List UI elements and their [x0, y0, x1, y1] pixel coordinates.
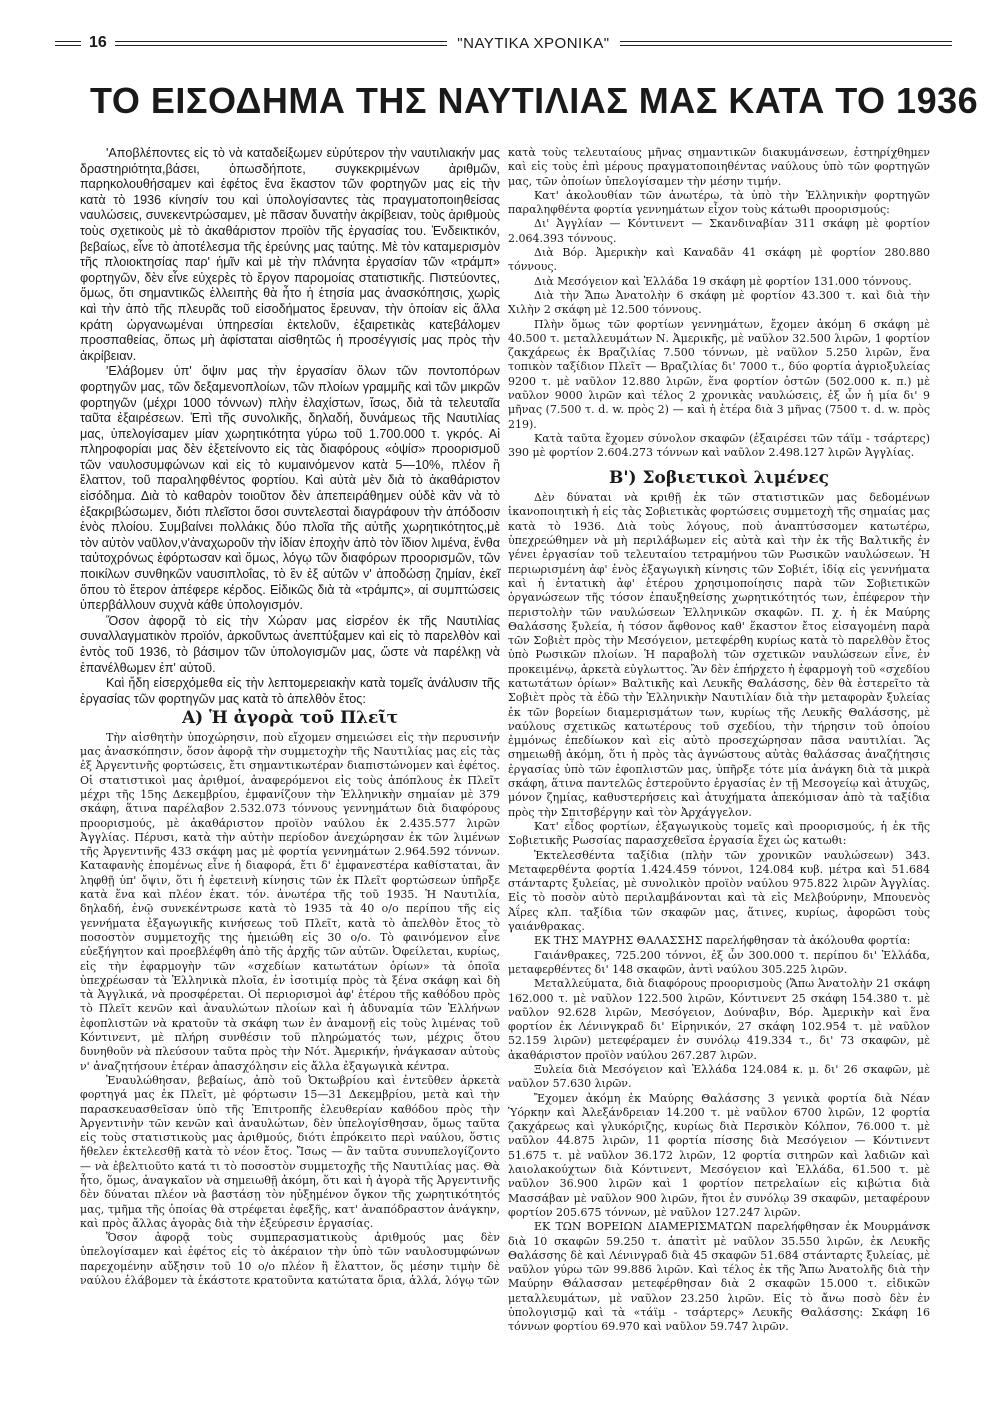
paragraph-intro: 'Αποβλέποντες εἰς τὸ νὰ καταδείξωμεν εὐρύτερον τὴν ναυτιλιακήν μας δραστηριότητα,βάσει, ὁπωσδήποτε, συγκεκριμένων ἀριθμῶν, παρηκολουθήσαμεν καὶ ἐφέτος ἕνα ἕκαστον τῶν φορτηγῶν μας εἰς τὴν κατὰ τὸ 1936 κίνησίν του καὶ ὑπολογίσαντες τὰς πραγματοποιηθείσας ναυλώσεις, συνεκεντρώσαμεν, μὲ πᾶσαν δυνατὴν ἀκρίβειαν, τοὺς ἀριθμοὺς τοὺς σχετικοὺς μὲ τὸ ἀκαθάριστον προϊὸν τῆς ἐργασίας του. Ἐνδεικτικόν, βεβαίως, εἶνε τὸ ἀποτέλεσμα τῆς ἐρεύνης μας ταύτης. Μὲ τὸν καταμερισμὸν τῆς πλοιοκτησίας παρ' ἡμῖν καὶ μὲ τὴν πλάνητα ἐργασίαν τῶν «τράμπ» φορτηγῶν, δὲν εἶνε εὐχερὲς τὸ ἔργον παρομοίας στατιστικῆς. Πιστεύοντες, ὅμως, ὅτι σημαντικῶς ἐλλειπὴς θὰ ἦτο ἡ ἐτησία μας ἀνασκόπησις, χωρὶς καὶ τὴν ἀπὸ τῆς πλευρᾶς τοῦ εἰσοδήματος ἔρευναν, τὴν ὁποίαν εἰς ἄλλα κράτη ὡργανωμέναι ὑπηρεσίαι ἐκτελοῦν, ἐξαιρετικὰς κατεβάλομεν προσπαθείας, ὅπως μὴ ἀφίσταται αἰσθητῶς ἡ προσέγγισίς μας πρὸς τὴν ἀκρίβειαν.: [80, 146, 500, 363]
paragraph-dest-uk-continent: Δι' Ἀγγλίαν — Κόντινεντ — Σκανδιναβίαν 311 σκάφη μὲ φορτίον 2.064.393 τόννους.: [508, 217, 930, 245]
paragraph-coal: Γαιάνθρακες, 725.200 τόννοι, ἐξ ὧν 300.000 τ. περίπου δι' Ἑλλάδα, μεταφερθέντες δι' 148 σκαφῶν, ἀντὶ ναύλου 305.225 λιρῶν.: [508, 948, 930, 976]
paragraph-ores: Μεταλλεύματα, διὰ διαφόρους προορισμοὺς (Ἄπω Ἀνατολὴν 21 σκάφη 162.000 τ. μὲ ναῦλον 122.500 λιρῶν, Κόντινεντ 25 σκάφη 154.380 τ. μὲ ναῦλον 92.628 λιρῶν, Μεσόγειον, Δούναβιν, Βόρ. Ἀμερικὴν καὶ ἕνα φορτίον ἐκ Λένινγκραδ δι' Εἰρηνικόν, 27 σκάφη 102.954 τ. μὲ ναῦλον 52.159 λιρῶν) μετεφέραμεν ἐν συνόλῳ 419.334 τ., δι' 73 σκαφῶν, μὲ ἀκαθάριστον προϊὸν ναύλου 267.287 λιρῶν.: [508, 977, 930, 1062]
header-rule-left: [55, 41, 81, 46]
article-title: ΤΟ ΕΙΣΟΔΗΜΑ ΤΗΣ ΝΑΥΤΙΛΙΑΣ ΜΑΣ ΚΑΤΑ ΤΟ 1936: [90, 80, 979, 121]
paragraph-sector-analysis: Καὶ ἤδη εἰσερχόμεθα εἰς τὴν λεπτομερειακὴν κατὰ τομεῖς ἀνάλυσιν τῆς ἐργασίας τῶν φορτηγῶν μας κατὰ τὸ ἀπελθὸν ἔτος:: [80, 676, 500, 706]
page-header: [55, 32, 952, 54]
paragraph-black-sea-intro: ΕΚ ΤΗΣ ΜΑΥΡΗΣ ΘΑΛΑΣΣΗΣ παρελήφθησαν τὰ ἀκόλουθα φορτία:: [534, 934, 911, 948]
left-column: [80, 146, 500, 1288]
paragraph-soviet-by-type: Κατ' εἶδος φορτίων, ἐξαγωγικοὺς τομεῖς καὶ προορισμούς, ἡ ἐκ τῆς Σοβιετικῆς Ρωσσίας παρασχεθεῖσα ἐργασία ἔχει ὡς κατωθι:: [508, 819, 930, 848]
paragraph-other-cargoes: Πλὴν ὅμως τῶν φορτίων γεννημάτων, ἔχομεν ἀκόμη 6 σκάφη μὲ 40.500 τ. μεταλλευμάτων Ν. Ἀμερικῆς, μὲ ναῦλον 32.500 λιρῶν, 1 φορτίον ζακχάρεως ἐκ Βραζιλίας 7.500 τόννων, μὲ ναῦλον 5.250 λιρῶν, ἕνα τοπικὸν ταξίδιον Πλεῖτ — Βραζιλίας δι' 7000 τ., δύο φορτία ἀγριοξυλείας 9200 τ. μὲ ναῦλον 12.880 λιρῶν, ἕνα φορτίον ὀστῶν (502.000 κ. π.) μὲ ναῦλον 9000 λιρῶν καὶ τέλος 2 χρονικὰς ναυλώσεις, ἐξ ὧν ἡ μία δι' 9 μῆνας (7.500 τ. d. w. πρὸς 2) — καὶ ἡ ἑτέρα διὰ 3 μῆνας (7500 τ. d. w. πρὸς 219).: [508, 317, 930, 431]
right-column: [508, 146, 930, 1335]
paragraph-plate-charters: Ἐναυλώθησαν, βεβαίως, ἀπὸ τοῦ Ὀκτωβρίου καὶ ἐντεῦθεν ἀρκετὰ φορτηγά μας ἐκ Πλεῖτ, μὲ φόρτωσιν 15—31 Δεκεμβρίου, μετὰ καὶ τὴν παρασκευασθεῖσαν ὑπὸ τῆς Ἐπιτροπῆς ἐλευθερίαν καθόδου πρὸς τὴν Ἀργεντινὴν τῶν κενῶν καὶ ἀναυλώτων, δὲν ὑπελογίσθησαν, ὅμως ταῦτα εἰς τοὺς στατιστικοὺς μας ἀριθμούς, διότι ἐπρόκειτο περὶ ναύλου, ὅστις ἤθελεν ἐκτελεσθῇ κατὰ τὸ νέον ἔτος. Ἴσως — ἂν ταῦτα συνυπελογίζοντο — νὰ ἐβελτιοῦτο κατά τι τὸ ποσοστὸν συμμετοχῆς τῆς Ναυτιλίας μας. Θὰ ἦτο, ὅμως, ἀναγκαῖον νὰ σημειωθῇ ἀκόμη, ὅτι καὶ ἡ ἀγορὰ τῆς Ἀργεντινῆς δὲν δύναται πλέον νὰ βαστάσῃ τὸν ηὐξημένον ὄγκον τῆς χωρητικότητός μας, τμῆμα τῆς ὁποίας θὰ στρέφεται ἐφεξῆς, κατ' ἀναπόδραστον ἀνάγκην, καὶ πρὸς ἄλλας ἀγορὰς διὰ τὴν ἐξεύρεσιν ἐργασίας.: [80, 1073, 500, 1230]
paragraph-dest-mediterranean: Διὰ Μεσόγειον καὶ Ἑλλάδα 19 σκάφη μὲ φορτίον 131.000 τόννους.: [534, 274, 912, 288]
paragraph-plate-totals: Κατὰ ταῦτα ἔχομεν σύνολον σκαφῶν (ἐξαιρέσει τῶν τάϊμ - τσάρτερς) 390 μὲ φορτίον 2.604.273 τόννων καὶ ναῦλον 2.498.127 λιρῶν Ἀγγλίας.: [508, 431, 930, 460]
page-number: 16: [89, 34, 107, 51]
paragraph-destinations: Κατ' ἀκολουθίαν τῶν ἀνωτέρω, τὰ ὑπὸ τὴν Ἑλληνικὴν φορτηγῶν παραληφθέντα φορτία γεννημάτων εἶχον τοὺς κάτωθι προορισμούς:: [508, 188, 930, 217]
paragraph-timber: Ξυλεία διὰ Μεσόγειον καὶ Ἑλλάδα 124.084 κ. μ. δι' 26 σκαφῶν, μὲ ναῦλον 57.630 λιρῶν.: [508, 1063, 930, 1091]
paragraph-plate-figures: Ὅσον ἀφορᾷ τοὺς συμπερασματικοὺς ἀριθμούς μας δὲν ὑπελογίσαμεν καὶ ἐφέτος εἰς τὸ ἀκέραιον τὴν ὑπὸ τῶν ναυλοσυμφώνων παρεχομένην αὔξησιν τοῦ 10 ο/ο πλέον ἢ ἔλαττον, ὅς μέσην τιμὴν δὲ ναύλου ἐλάβομεν τὰ ἑκάστοτε κρατοῦντα κατώτατα ὅρια, ἀλλά, λόγῳ τῶν: [80, 1231, 500, 1288]
paragraph-soviet-voyages: Ἐκτελεσθέντα ταξίδια (πλὴν τῶν χρονικῶν ναυλώσεων) 343. Μεταφερθέντα φορτία 1.424.459 τόννοι, 124.084 κυβ. μέτρα καὶ 51.684 στάνταρτς ξυλείας, μὲ συνολικὸν προϊὸν ναύλου 975.822 λιρῶν Ἀγγλίας. Εἰς τὸ ποσὸν αὐτὸ περιλαμβάνονται καὶ τὰ εἰς Μελβούρνην, Μπουενὸς Ἀΐρες κλπ. ταξίδια τῶν σκαφῶν μας, ἅτινες, κυρίως, ἀφορῶσι τοὺς γαιάνθρακας.: [508, 848, 930, 934]
paragraph-soviet-overview: Δὲν δύναται νὰ κριθῇ ἐκ τῶν στατιστικῶν μας δεδομένων ἱκανοποιητικὴ ἡ εἰς τὰς Σοβιετικὰς φορτώσεις συμμετοχὴ τῆς σημαίας μας κατὰ τὸ 1936. Διὰ τοὺς λόγους, ποὺ ἀναπτύσσομεν κατωτέρω, ὑπεχρεώθημεν νὰ μὴ περιλάβωμεν εἰς αὐτὰ καὶ τὴν ἐκ τῆς Βαλτικῆς ἐν γένει ἐργασίαν τοῦ τελευταίου τετραμήνου τῶν Ρωσικῶν ναυλώσεων. Ἡ περιωρισμένη ἀφ' ἑνὸς ἐξαγωγικὴ κίνησις τῶν Σοβιέτ, ἰδίᾳ εἰς γεννήματα καὶ ἡ ἐντατικὴ ἀφ' ἑτέρου χρησιμοποίησις παρὰ τῶν Σοβιετικῶν ὀργανώσεων τῆς τόσον ἐπαυξηθείσης χωρητικότητός των, ἐπέφερον τὴν περιστολὴν τῶν ναυλώσεων Ἑλληνικῶν σκαφῶν. Π. χ. ἡ ἐκ Μαύρης Θαλάσσης ξυλεία, ἡ τόσον ἄφθονος καθ' ἕκαστον ἔτος εἰσαγομένη παρὰ τῶν Σοβιὲτ πρὸς τὴν Μεσόγειον, μετεφέρθη κυρίως κατὰ τὸ παρελθὸν ἔτος ὑπὸ Ρωσικῶν πλοίων. Ἡ παραβολὴ τῶν σχετικῶν ναυλώσεων εἶνε, ἐν προκειμένῳ, ἀρκετὰ εὐγλωττος. Ἂν δὲν ἐπήρχετο ἡ ἐφαρμογὴ τοῦ «σχεδίου κατωτάτων ὁρίων» Βαλτικῆς καὶ Λευκῆς Θαλάσσης, δὲν θὰ ἐστερεῖτο τὰ Σοβιὲτ πρὸς τὰ ἐδῶ τὴν Ἑλληνικὴν Ναυτιλίαν διὰ τὴν μεταφορὰν ξυλείας ἐκ τῶν βορείων διαμερισμάτων των, κυρίως τῆς Λευκῆς Θαλάσσης, μὲ ναύλους σχετικῶς κατωτέρους τοῦ σχεδίου, τὴν τήρησιν τοῦ ὁποίου ἐμμόνως ἐπεδίωκον καὶ εἰς αὐτὸ προσεχώρησαν πᾶσα ναυτιλίαι. Ἂς σημειωθῇ ἀκόμη, ὅτι ἡ πρὸς τὰς ἀγνώστους αὐτὰς θαλάσσας ἀναζήτησις ἐργασίας ὑπὸ τῶν ἐφοπλιστῶν μας, ὑπῆρξε τότε μία ἀνάγκη διὰ τὰ μικρὰ σκάφη, ἅτινα παντελῶς ἐστεροῦντο ἐργασίας ἐν τῇ Μεσογείῳ καὶ ἀτυχῶς, μόνον ζημίας, καθυστερήσεις καὶ ἀτυχήματα ἀπεκόμισαν ἀπὸ τὰ ταξίδια πρὸς τὴν Σπιτσβέργην καὶ τὸν Ἀρχάγγελον.: [508, 491, 930, 819]
paragraph-foreign-exchange: Ὅσον ἀφορᾷ τὸ εἰς τὴν Χώραν μας εἰσρέον ἐκ τῆς Ναυτιλίας συναλλαγματικὸν προϊόν, ἀρκοῦντως ἀνεπτύξαμεν καὶ εἰς τὸ παρελθὸν καὶ ἐντὸς τοῦ 1936, τὸ βάσιμον τῶν ὑπολογισμῶν μας, ὥστε νὰ παρέλκῃ νὰ ἐπανέλθωμεν ἐπ' αὐτοῦ.: [80, 613, 500, 675]
heading-soviet-ports: Β') Σοβιετικοὶ λιμένες: [608, 467, 830, 488]
paragraph-general-cargoes: Ἔχομεν ἀκόμη ἐκ Μαύρης Θαλάσσης 3 γενικὰ φορτία διὰ Νέαν Ὑόρκην καὶ Ἀλεξάνδρειαν 14.200 τ. μὲ ναῦλον 6700 λιρῶν, 12 φορτία ζακχάρεως καὶ γλυκόριζης, κυρίως διὰ Περσικὸν Κόλπον, 76.000 τ. μὲ ναῦλον 44.875 λιρῶν, 11 φορτία πίσσης διὰ Μεσόγειον — Κόντινεντ 51.675 τ. μὲ ναῦλον 36.172 λιρῶν, 12 φορτία σιτηρῶν καὶ λαδιῶν καὶ λαιολακούχτων διὰ Κόντινεντ, Μεσόγειον καὶ Ἑλλάδα, 61.500 τ. μὲ ναῦλον 36.900 λιρῶν καὶ 1 φορτίον πετρελαίων εἰς κιβώτια διὰ Μασσάβαν μὲ ναῦλον 900 λιρῶν, ἤτοι ἐν συνόλῳ 39 σκαφῶν, μεταφέρουν φορτίον 205.675 τόννων, μὲ ναῦλον 127.247 λιρῶν.: [508, 1091, 930, 1219]
paragraph-plate-retreat: Τὴν αἰσθητὴν ὑποχώρησιν, ποὺ εἴχομεν σημειώσει εἰς τὴν περυσινήν μας ἀνασκόπησιν, ὅσον ἀφορᾷ τὴν συμμετοχὴν τῆς Ναυτιλίας μας εἰς τὰς ἐξ Ἀργεντινῆς φορτώσεις, ἔτι σημαντικωτέραν διαπιστώνομεν καὶ ἐφέτος. Οἱ στατιστικοὶ μας ἀριθμοί, ἀναφερόμενοι εἰς τοὺς ἀπόπλους ἐκ Πλεῖτ μέχρι τῆς 15ης Δεκεμβρίου, ἐμφανίζουν τὴν Ἑλληνικὴν σημαίαν μὲ 379 σκάφη, ἅτινα παρέλαβον 2.532.073 τόννους γεννημάτων διὰ διαφόρους προορισμούς, μὲ ἀκαθάριστον προϊὸν ναύλου ἐκ 2.435.577 λιρῶν Ἀγγλίας. Πέρυσι, κατὰ τὴν αὐτὴν περίοδον ἀνεχώρησαν ἐκ τῶν λιμένων τῆς Ἀργεντινῆς 433 σκάφη μας μὲ φορτία γεννημάτων 2.964.592 τόννων. Καταφανὴς ἑπομένως εἶνε ἡ διαφορά, ἔτι δ' ἐμφανεστέρα καθίσταται, ἂν ληφθῇ ὑπ' ὄψιν, ὅτι ἡ ἐφετεινὴ κίνησις τῶν ἐκ Πλεῖτ φορτώσεων ὑπῆρξε κατὰ ἕνα καὶ πλέον ἑκατ. τόν. ἀνωτέρα τῆς τοῦ 1935. Ἡ Ναυτιλία, δηλαδή, ἐνῷ συνεκέντρωσε κατὰ τὸ 1935 τὰ 40 ο/ο περίπου τῆς εἰς γεννήματα ἐξαγωγικῆς κινήσεως τοῦ Πλεῖτ, κατὰ τὸ ἀπελθὸν ἔτος τὸ ποσοστὸν συμμετοχῆς της ἠμειώθη εἰς 30 ο/ο. Τὸ φαινόμενον εἶνε εὐεξήγητον καὶ προεβλέφθη ἀπὸ τῆς ἀρχῆς τῶν αὐτῶν. Ὀφείλεται, κυρίως, εἰς τὴν ἐφαρμογὴν τῶν «σχεδίων κατωτάτων ὁρίων» τὰ ὁποῖα ὑπεχρέωσαν τὰ Ἑλληνικὰ πλοῖα, ἐν ἰσοτιμίᾳ πρὸς τὰ ξένα σκάφη καὶ δὴ τὰ Ἀγγλικά, νὰ προσφέρεται. Οἱ περιορισμοὶ ἀφ' ἑτέρου τῆς καθόδου πρὸς τὸ Πλεῖτ κενῶν καὶ ἀναυλώτων πλοίων καὶ ἡ ἀδυναμία τῶν Ἑλλήνων ἐφοπλιστῶν νὰ κρατοῦν τὰ σκάφη των ἐν ἀναμονῇ εἰς τοὺς λιμένας τοῦ Κόντινεντ, μὲ πλήρη συνθέσιν τοῦ πληρώματός των, μέχρις ὅτου δυνηθοῦν νὰ πλεύσουν ταῦτα πρὸς τὴν Νότ. Ἀμερικήν, ἠνάγκασαν αὐτοὺς ν' ἀναζητήσουν ἑτέραν ἀπασχόλησιν εἰς ἄλλα ἐξαγωγικὰ κέντρα.: [80, 730, 500, 1073]
paragraph-continuation: κατὰ τοὺς τελευταίους μῆνας σημαντικῶν διακυμάνσεων, ἐστηρίχθημεν καὶ εἰς τοὺς ἐπὶ μέρους πραγματοποιηθέντας ναύλους ὑπὸ τῶν φορτηγῶν μας, τῶν ὁποίων ὑπελογίσαμεν τὴν μέσην τιμήν.: [508, 146, 930, 188]
paragraph-scope: 'Ελάβομεν ὑπ' ὄψιν μας τὴν ἐργασίαν ὅλων τῶν ποντοπόρων φορτηγῶν μας, τῶν δεξαμενοπλοίων, τῶν πλοίων γραμμῆς καὶ τῶν μικρῶν φορτηγῶν (μέχρι 1000 τόννων) πλὴν ἐλαχίστων, ἴσως, διὰ τὰ τελευταῖα ταῦτα ἐξαιρέσεων. Ἐπὶ τῆς συνολικῆς, δηλαδή, δυνάμεως τῆς Ναυτιλίας μας, ὑπελογίσαμεν μίαν χωρητικότητα γύρω τοῦ 1.700.000 τ. γκρός. Αἱ πληροφορίαι μας δὲν ἐξετείνοντο εἰς τὰς διαφόρους «ὀψίσ» προορισμοῦ τῶν ναυλοσυμφώνων καὶ εἰς τὸ κυμαινόμενον κατὰ 5—10%, πλέον ἢ ἔλαττον, τοῦ παραληφθέντος φορτίου. Καὶ αὐτὰ μὲν διὰ τὸ ἀκαθάριστον εἰσόδημα. Διὰ τὸ καθαρὸν τοιοῦτον δὲν ἀπεπειράθημεν οὐδὲ κἂν νὰ τὸ ἐξακριβώσωμεν, διότι πλεῖστοι ὅσοι συντελεσταὶ διαγράφουν τὴν ἀπόδοσιν ἑνὸς πλοίου. Συμβαίνει πολλάκις δύο πλοῖα τῆς αὐτῆς χωρητικότητος,μὲ τὸν αὐτὸν ναῦλον,ν'ἀναχωροῦν τὴν ἰδίαν ἐποχὴν ἀπὸ τὸν ἴδιον λιμένα, ἔνθα ταὐτοχρόνως ἐφόρτωσαν καὶ ὅμως, λόγῳ τῶν διαφόρων προορισμῶν, τῶν ποικίλων συνθηκῶν ναυσιπλοΐας, τὸ ἓν ἐξ αὐτῶν ν' ἀποδώσῃ ζημίαν, ἐκεῖ ὅπου τὸ ἕτερον ἀπέφερε κέρδος. Εἰδικῶς διὰ τὰ «τράμπς», αἱ συμπτώσεις ὑπερβάλλουν συχνὰ κάθε ὑπολογισμόν.: [80, 364, 500, 613]
paragraph-dest-far-east: Διὰ τὴν Ἄπω Ἀνατολὴν 6 σκάφη μὲ φορτίον 43.300 τ. καὶ διὰ τὴν Χιλὴν 2 σκάφη μὲ 12.500 τόννους.: [508, 288, 930, 317]
paragraph-dest-north-america: Διὰ Βόρ. Ἀμερικὴν καὶ Καναδᾶν 41 σκάφη μὲ φορτίον 280.880 τόννους.: [508, 246, 930, 274]
header-rule-right: [620, 41, 952, 46]
magazine-name: "ΝΑΥΤΙΚΑ ΧΡΟΝΙΚΑ": [457, 34, 610, 52]
heading-plate-market: Α) Ἡ ἀγορὰ τοῦ Πλεῖτ: [181, 708, 399, 729]
paragraph-northern-regions: ΕΚ ΤΩΝ ΒΟΡΕΙΩΝ ΔΙΑΜΕΡΙΣΜΑΤΩΝ παρελήφθησαν ἐκ Μουρμάνσκ διὰ 10 σκαφῶν 59.250 τ. ἀπατὶτ μὲ ναῦλον 35.550 λιρῶν, ἐκ Λευκῆς Θαλάσσης δὲ καὶ Λένινγραδ διὰ 45 σκαφῶν 51.684 στάνταρτς ξυλείας, μὲ ναῦλον γύρω τῶν 99.886 λιρῶν. Καὶ τέλος ἐκ τῆς Ἄπω Ἀνατολῆς διὰ τὴν Μαύρην Θάλασσαν μετεφέρθησαν διὰ 2 σκαφῶν 15.000 τ. εἰδικῶν μεταλλευμάτων, μὲ ναῦλον 23.250 λιρῶν. Εἰς τὸ ἄνω ποσὸ δὲν ἐν ὑπολογισμῷ καὶ τὰ «τάϊμ - τσάρτερς» Λευκῆς Θαλάσσης: Σκάφη 16 τόννων φορτίου 69.970 καὶ ναῦλον 59.747 λιρῶν.: [508, 1220, 930, 1334]
header-rule-middle: [115, 41, 447, 46]
